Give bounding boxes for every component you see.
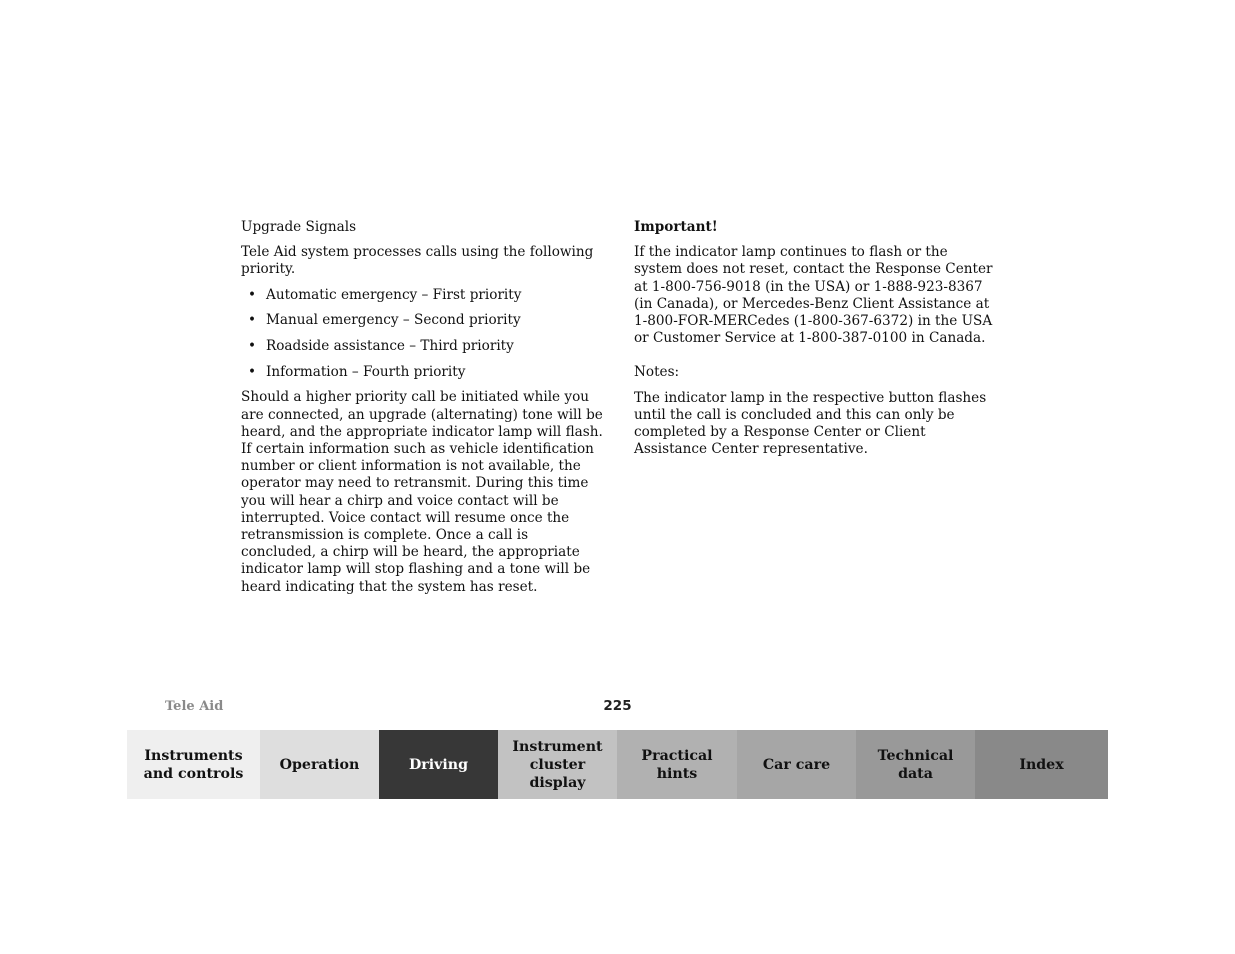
tab-label-line1: Operation	[279, 756, 360, 773]
tab-label-line1: Instruments	[144, 747, 243, 764]
tab-label-line1: Practical hints	[641, 747, 713, 782]
list-item-text: Manual emergency – Second priority	[266, 312, 521, 329]
tab-label-line1: Technical	[877, 747, 954, 764]
list-item	[241, 312, 603, 329]
tab-instrument-cluster-display[interactable]	[498, 730, 617, 799]
notes-paragraph: The indicator lamp in the respective button flashes until the call is concluded and this can only be completed by a Response Center or Client Assistance Center representative.	[634, 389, 987, 458]
important-paragraph: If the indicator lamp continues to flash or the system does not reset, contact the Response Center at 1-800-756-9018 (in the USA) or 1-888-923-8367 (in Canada), or Mercedes-Benz Client Assistance at 1-800-FOR-MERCedes (1-800-367-6372) in the USA or Customer Service at 1-800-387-0100 in Canada.	[634, 244, 993, 347]
bullet-icon: •	[248, 363, 257, 380]
important-heading: Important!	[634, 219, 718, 235]
list-item	[241, 364, 603, 381]
tab-car-care[interactable]	[737, 730, 856, 799]
footer-section-label: Tele Aid	[165, 699, 224, 714]
tab-label-line1: Index	[1019, 756, 1064, 773]
section-title: Upgrade Signals	[241, 219, 357, 235]
tab-driving[interactable]	[379, 730, 498, 799]
right-column	[634, 219, 996, 466]
tab-instruments-and-controls[interactable]	[127, 730, 260, 799]
tab-label-line1: Instrument	[512, 738, 603, 755]
bullet-icon: •	[248, 286, 257, 303]
tab-label-line2: data	[898, 765, 933, 782]
tab-label-line1: Car care	[762, 756, 831, 773]
body-paragraph: Should a higher priority call be initiated while you are connected, an upgrade (alternating) tone will be heard, and the appropriate indicator lamp will flash. If certain information such as vehicle identification number or client information is not available, the operator may need to retransmit. During this time you will hear a chirp and voice contact will be interrupted. Voice contact will resume once the retransmission is complete. Once a call is concluded, a chirp will be heard, the appropriate indicator lamp will stop flashing and a tone will be heard indicating that the system has reset.	[241, 389, 603, 595]
priority-list	[241, 287, 603, 381]
list-item-text: Information – Fourth priority	[266, 363, 466, 380]
chapter-tab-bar	[127, 730, 1108, 799]
tab-index[interactable]	[975, 730, 1108, 799]
bullet-icon: •	[248, 312, 257, 329]
left-column	[241, 219, 603, 604]
list-item	[241, 287, 603, 304]
intro-paragraph: Tele Aid system processes calls using the following priority.	[241, 244, 594, 278]
tab-technical-data[interactable]	[856, 730, 975, 799]
tab-operation[interactable]	[260, 730, 379, 799]
list-item-text: Roadside assistance – Third priority	[266, 338, 514, 355]
tab-practical-hints[interactable]	[617, 730, 737, 799]
bullet-icon: •	[248, 338, 257, 355]
tab-label-line2: and controls	[143, 765, 244, 782]
tab-label-line1: Driving	[408, 756, 469, 773]
list-item-text: Automatic emergency – First priority	[266, 286, 522, 303]
notes-heading: Notes:	[634, 364, 680, 381]
page-number: 225	[603, 698, 632, 714]
tab-label-line2: cluster display	[529, 756, 586, 791]
list-item	[241, 338, 603, 355]
